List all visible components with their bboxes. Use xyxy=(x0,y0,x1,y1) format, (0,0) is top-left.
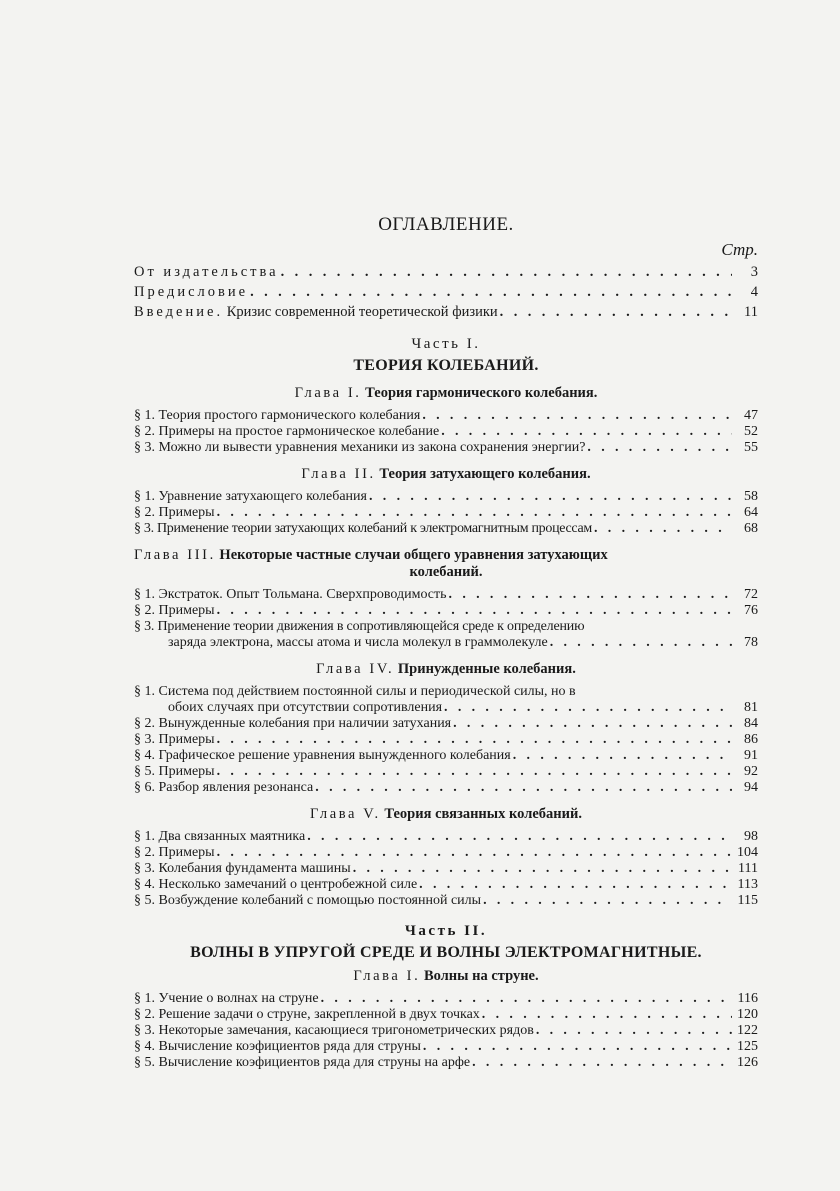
toc-entry xyxy=(134,587,758,603)
toc-entry-label: § 3. Применение теории затухающих колебаний к электромагнитным процессам xyxy=(134,521,592,536)
leader-dots xyxy=(215,845,732,861)
toc-entry-page: 55 xyxy=(744,440,758,455)
toc-entry-label: § 1. Теория простого гармонического колебания xyxy=(134,408,421,423)
toc-entry-label: § 5. Примеры xyxy=(134,764,215,779)
toc-entry-label: § 1. Экстраток. Опыт Тольмана. Сверхпроводимость xyxy=(134,587,447,602)
toc-entry xyxy=(134,829,758,845)
chapter-prefix: Глава IV. xyxy=(316,661,395,677)
toc-entry xyxy=(134,877,758,893)
toc-entry-label: § 2. Примеры xyxy=(134,505,215,520)
chapter-title: Волны на струне. xyxy=(420,968,539,984)
chapter-title: Теория затухающего колебания. xyxy=(375,466,591,482)
toc-entry xyxy=(134,991,758,1007)
toc-entry-label: заряда электрона, массы атома и числа молекул в граммолекуле xyxy=(168,635,548,650)
toc-entry-page: 120 xyxy=(737,1007,758,1022)
chapter-prefix: Глава III. xyxy=(134,547,216,563)
toc-entry-page: 4 xyxy=(750,284,758,300)
toc-entry-label: § 3. Можно ли вывести уравнения механики из закона сохранения энергии? xyxy=(134,440,586,455)
page-column-header: Стр. xyxy=(721,240,758,259)
toc-entry xyxy=(134,732,758,748)
toc-entry xyxy=(134,893,758,909)
toc-entry-label: От издательства xyxy=(134,264,279,280)
toc-entry xyxy=(134,845,758,861)
toc-entry xyxy=(134,748,758,764)
chapter-title-continued: колебаний. xyxy=(409,564,483,580)
toc-entry-page: 115 xyxy=(737,893,758,908)
toc-entry-continued xyxy=(134,700,758,716)
leader-dots xyxy=(367,489,732,505)
leader-dots xyxy=(421,1039,732,1055)
toc-entry xyxy=(134,521,758,537)
toc-entry-label: Предисловие xyxy=(134,284,249,300)
toc-entry xyxy=(134,1055,758,1071)
leader-dots xyxy=(592,521,732,537)
toc-entry xyxy=(134,716,758,732)
leader-dots xyxy=(451,716,732,732)
page-title: ОГЛАВЛЕНИЕ. xyxy=(378,214,514,235)
toc-entry xyxy=(134,1039,758,1055)
toc-entry-label: § 3. Применение теории движения в сопротивляющейся среде к определению xyxy=(134,619,585,634)
toc-entry-page: 98 xyxy=(744,829,758,844)
chapter-prefix: Глава II. xyxy=(301,466,376,482)
toc-entry-label: § 5. Возбуждение колебаний с помощью постоянной силы xyxy=(134,893,482,908)
part-label: Часть I. xyxy=(411,336,481,352)
toc-entry-multiline xyxy=(134,619,758,651)
toc-entry-page: 92 xyxy=(744,764,758,779)
leader-dots xyxy=(548,635,732,651)
toc-entry xyxy=(134,764,758,780)
leader-dots xyxy=(279,262,732,282)
toc-entry-label: обоих случаях при отсутствии сопротивления xyxy=(168,700,443,715)
toc-entry-label: § 2. Вынужденные колебания при наличии затухания xyxy=(134,716,452,731)
chapter-prefix: Глава I. xyxy=(353,968,421,984)
chapter-title: Теория связанных колебаний. xyxy=(380,806,582,822)
toc-entry-page: 11 xyxy=(744,304,758,320)
toc-entry-page: 104 xyxy=(737,845,758,860)
chapter-title: Принужденные колебания. xyxy=(394,661,576,677)
toc-entry xyxy=(134,780,758,796)
chapter-heading xyxy=(134,547,758,581)
toc-entry xyxy=(134,1007,758,1023)
chapter-heading xyxy=(134,968,758,985)
toc-entry-page: 116 xyxy=(737,991,758,1006)
toc-entry-page: 125 xyxy=(737,1039,758,1054)
chapter-prefix: Глава V. xyxy=(310,806,381,822)
toc-entry xyxy=(134,262,758,282)
toc-entry-label: § 2. Примеры на простое гармоническое колебание xyxy=(134,424,440,439)
leader-dots xyxy=(439,424,732,440)
toc-entry-page: 68 xyxy=(744,521,758,536)
toc-entry xyxy=(134,603,758,619)
toc-entry xyxy=(134,861,758,877)
chapter-heading xyxy=(134,466,758,483)
part-title: ТЕОРИЯ КОЛЕБАНИЙ. xyxy=(353,357,539,374)
toc-entry-label: § 1. Система под действием постоянной силы и периодической силы, но в xyxy=(134,684,576,699)
leader-dots xyxy=(248,282,732,302)
toc-entry-label: § 4. Несколько замечаний о центробежной силе xyxy=(134,877,418,892)
toc-entry-page: 122 xyxy=(737,1023,758,1038)
leader-dots xyxy=(511,748,732,764)
toc-entry-page: 94 xyxy=(744,780,758,795)
leader-dots xyxy=(470,1055,732,1071)
toc-entry-page: 76 xyxy=(744,603,758,618)
chapter-prefix: Глава I. xyxy=(294,385,362,401)
table-of-contents xyxy=(134,214,758,1071)
leader-dots xyxy=(442,700,732,716)
chapter-heading xyxy=(134,806,758,823)
chapter-heading xyxy=(134,661,758,678)
leader-dots xyxy=(417,877,732,893)
toc-entry-page: 3 xyxy=(750,264,758,280)
toc-entry xyxy=(134,489,758,505)
toc-entry xyxy=(134,505,758,521)
toc-entry-label: § 1. Два связанных маятника xyxy=(134,829,306,844)
leader-dots xyxy=(305,829,732,845)
leader-dots xyxy=(534,1023,732,1039)
toc-entry-label: § 1. Уравнение затухающего колебания xyxy=(134,489,367,504)
leader-dots xyxy=(215,505,732,521)
leader-dots xyxy=(481,893,732,909)
toc-entry-page: 72 xyxy=(744,587,758,602)
leader-dots xyxy=(313,780,732,796)
leader-dots xyxy=(420,408,732,424)
toc-entry-page: 64 xyxy=(744,505,758,520)
toc-entry-label: § 2. Примеры xyxy=(134,845,215,860)
toc-entry-page: 84 xyxy=(744,716,758,731)
toc-entry-page: 52 xyxy=(744,424,758,439)
toc-entry-label: § 4. Вычисление коэфициентов ряда для струны xyxy=(134,1039,421,1054)
leader-dots xyxy=(351,861,732,877)
toc-entry-page: 126 xyxy=(737,1055,758,1070)
toc-entry-label: § 4. Графическое решение уравнения вынужденного колебания xyxy=(134,748,511,763)
toc-entry xyxy=(134,440,758,456)
part-title: ВОЛНЫ В УПРУГОЙ СРЕДЕ И ВОЛНЫ ЭЛЕКТРОМАГНИТНЫЕ. xyxy=(190,944,702,961)
front-matter xyxy=(134,262,758,322)
toc-entry-multiline xyxy=(134,684,758,716)
leader-dots xyxy=(498,302,732,322)
toc-entry-continued xyxy=(134,635,758,651)
toc-entry-label xyxy=(134,302,498,322)
toc-entry-page: 47 xyxy=(744,408,758,423)
chapter-title: Теория гармонического колебания. xyxy=(361,385,598,401)
toc-entry-page: 91 xyxy=(744,748,758,763)
toc-entry xyxy=(134,1023,758,1039)
leader-dots xyxy=(215,603,732,619)
toc-entry-text: Кризис современной теоретической физики xyxy=(223,304,498,320)
toc-entry-label: § 5. Вычисление коэфициентов ряда для струны на арфе xyxy=(134,1055,471,1070)
toc-entry-page: 111 xyxy=(738,861,758,876)
leader-dots xyxy=(215,764,732,780)
leader-dots xyxy=(585,440,732,456)
toc-entry-page: 81 xyxy=(744,700,758,715)
toc-entry-label: § 1. Учение о волнах на струне xyxy=(134,991,319,1006)
chapter-title: Некоторые частные случаи общего уравнения затухающих xyxy=(215,547,608,563)
toc-entry xyxy=(134,282,758,302)
toc-entry-page: 86 xyxy=(744,732,758,747)
toc-entry xyxy=(134,424,758,440)
toc-entry-label: § 6. Разбор явления резонанса xyxy=(134,780,314,795)
toc-entry-lead: Введение. xyxy=(134,304,224,320)
toc-entry-page: 58 xyxy=(744,489,758,504)
toc-entry-page: 113 xyxy=(737,877,758,892)
chapter-heading xyxy=(134,385,758,402)
leader-dots xyxy=(319,991,732,1007)
toc-entry-label: § 3. Колебания фундамента машины xyxy=(134,861,351,876)
toc-entry-label: § 2. Решение задачи о струне, закрепленной в двух точках xyxy=(134,1007,480,1022)
toc-entry-label: § 2. Примеры xyxy=(134,603,215,618)
toc-entry-page: 78 xyxy=(744,635,758,650)
toc-entry xyxy=(134,302,758,322)
leader-dots xyxy=(447,587,732,603)
toc-entry-label: § 3. Примеры xyxy=(134,732,215,747)
toc-entry xyxy=(134,408,758,424)
leader-dots xyxy=(480,1007,732,1023)
toc-entry-label: § 3. Некоторые замечания, касающиеся тригонометрических рядов xyxy=(134,1023,534,1038)
leader-dots xyxy=(215,732,732,748)
part-label: Часть II. xyxy=(404,923,488,939)
